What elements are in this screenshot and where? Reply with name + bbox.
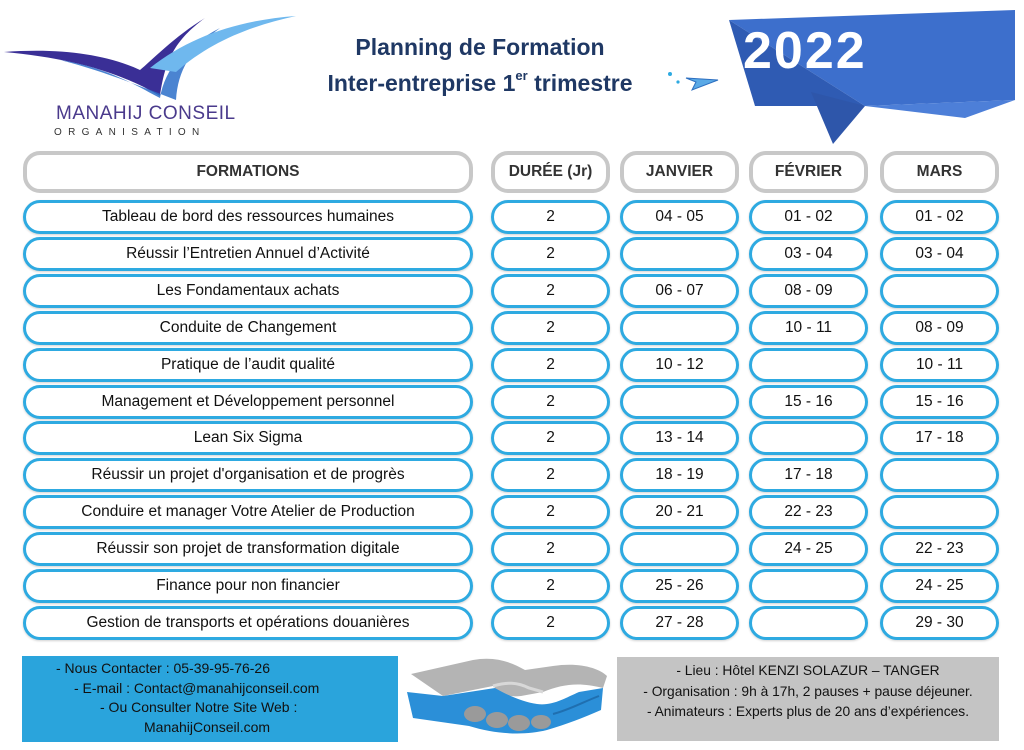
contact-box bbox=[22, 656, 398, 742]
contact-website-label: - Ou Consulter Notre Site Web : bbox=[100, 699, 298, 715]
fevrier-dates: 17 - 18 bbox=[749, 458, 868, 492]
duree-cell: 2 bbox=[491, 569, 610, 603]
event-info-box bbox=[617, 657, 999, 741]
formation-name: Lean Six Sigma bbox=[23, 421, 473, 455]
contact-website: ManahijConseil.com bbox=[144, 718, 271, 735]
duree-cell: 2 bbox=[491, 311, 610, 345]
page-title-line-1: Planning de Formation bbox=[355, 34, 605, 60]
fevrier-dates: 03 - 04 bbox=[749, 237, 868, 271]
header-janvier: JANVIER bbox=[620, 151, 739, 193]
mars-dates: 22 - 23 bbox=[880, 532, 999, 566]
brand-subtitle: ORGANISATION bbox=[54, 127, 206, 138]
header-formations: FORMATIONS bbox=[23, 151, 473, 193]
duree-cell: 2 bbox=[491, 200, 610, 234]
fevrier-dates: 24 - 25 bbox=[749, 532, 868, 566]
janvier-dates bbox=[620, 532, 739, 566]
fevrier-dates bbox=[749, 348, 868, 382]
formation-name: Réussir l’Entretien Annuel d’Activité bbox=[23, 237, 473, 271]
formation-name: Finance pour non financier bbox=[23, 569, 473, 603]
duree-cell: 2 bbox=[491, 606, 610, 640]
formation-name: Pratique de l’audit qualité bbox=[23, 348, 473, 382]
duree-cell: 2 bbox=[491, 348, 610, 382]
formation-name: Conduite de Changement bbox=[23, 311, 473, 345]
header-mars: MARS bbox=[880, 151, 999, 193]
mars-dates: 01 - 02 bbox=[880, 200, 999, 234]
fevrier-dates: 08 - 09 bbox=[749, 274, 868, 308]
title-line-2-prefix: Inter-entreprise 1 bbox=[327, 70, 516, 96]
event-location: - Lieu : Hôtel KENZI SOLAZUR – TANGER bbox=[676, 663, 940, 678]
janvier-dates: 18 - 19 bbox=[620, 458, 739, 492]
fevrier-dates: 01 - 02 bbox=[749, 200, 868, 234]
title-line-2-suffix: trimestre bbox=[527, 70, 633, 96]
contact-phone: - Nous Contacter : 05-39-95-76-26 bbox=[56, 660, 270, 676]
janvier-dates bbox=[620, 237, 739, 271]
janvier-dates: 20 - 21 bbox=[620, 495, 739, 529]
fevrier-dates bbox=[749, 569, 868, 603]
mars-dates: 08 - 09 bbox=[880, 311, 999, 345]
title-line-2-superscript: er bbox=[515, 68, 528, 83]
duree-cell: 2 bbox=[491, 495, 610, 529]
fevrier-dates: 15 - 16 bbox=[749, 385, 868, 419]
duree-cell: 2 bbox=[491, 274, 610, 308]
janvier-dates: 13 - 14 bbox=[620, 421, 739, 455]
mars-dates bbox=[880, 458, 999, 492]
duree-cell: 2 bbox=[491, 532, 610, 566]
duree-cell: 2 bbox=[491, 421, 610, 455]
janvier-dates: 10 - 12 bbox=[620, 348, 739, 382]
duree-cell: 2 bbox=[491, 385, 610, 419]
janvier-dates: 04 - 05 bbox=[620, 200, 739, 234]
formation-name: Management et Développement personnel bbox=[23, 385, 473, 419]
header-fevrier: FÉVRIER bbox=[749, 151, 868, 193]
fevrier-dates: 22 - 23 bbox=[749, 495, 868, 529]
janvier-dates bbox=[620, 311, 739, 345]
formation-name: Réussir un projet d'organisation et de progrès bbox=[23, 458, 473, 492]
mars-dates bbox=[880, 274, 999, 308]
mars-dates: 24 - 25 bbox=[880, 569, 999, 603]
janvier-dates: 06 - 07 bbox=[620, 274, 739, 308]
duree-cell: 2 bbox=[491, 458, 610, 492]
mars-dates: 15 - 16 bbox=[880, 385, 999, 419]
fevrier-dates bbox=[749, 421, 868, 455]
formation-name: Tableau de bord des ressources humaines bbox=[23, 200, 473, 234]
formation-name: Les Fondamentaux achats bbox=[23, 274, 473, 308]
mars-dates bbox=[880, 495, 999, 529]
mars-dates: 17 - 18 bbox=[880, 421, 999, 455]
janvier-dates: 27 - 28 bbox=[620, 606, 739, 640]
handshake-icon bbox=[403, 652, 611, 742]
duree-cell: 2 bbox=[491, 237, 610, 271]
formation-name: Conduire et manager Votre Atelier de Production bbox=[23, 495, 473, 529]
header-duree: DURÉE (Jr) bbox=[491, 151, 610, 193]
year-label: 2022 bbox=[743, 22, 867, 80]
contact-email: - E-mail : Contact@manahijconseil.com bbox=[74, 679, 320, 696]
formation-name: Gestion de transports et opérations douanières bbox=[23, 606, 473, 640]
brand-name: MANAHIJ CONSEIL bbox=[56, 103, 236, 124]
event-trainers: - Animateurs : Experts plus de 20 ans d’expériences. bbox=[646, 704, 970, 719]
fevrier-dates bbox=[749, 606, 868, 640]
mars-dates: 10 - 11 bbox=[880, 348, 999, 382]
formation-name: Réussir son projet de transformation digitale bbox=[23, 532, 473, 566]
event-schedule: - Organisation : 9h à 17h, 2 pauses + pause déjeuner. bbox=[643, 683, 973, 699]
fevrier-dates: 10 - 11 bbox=[749, 311, 868, 345]
mars-dates: 03 - 04 bbox=[880, 237, 999, 271]
janvier-dates: 25 - 26 bbox=[620, 569, 739, 603]
mars-dates: 29 - 30 bbox=[880, 606, 999, 640]
janvier-dates bbox=[620, 385, 739, 419]
